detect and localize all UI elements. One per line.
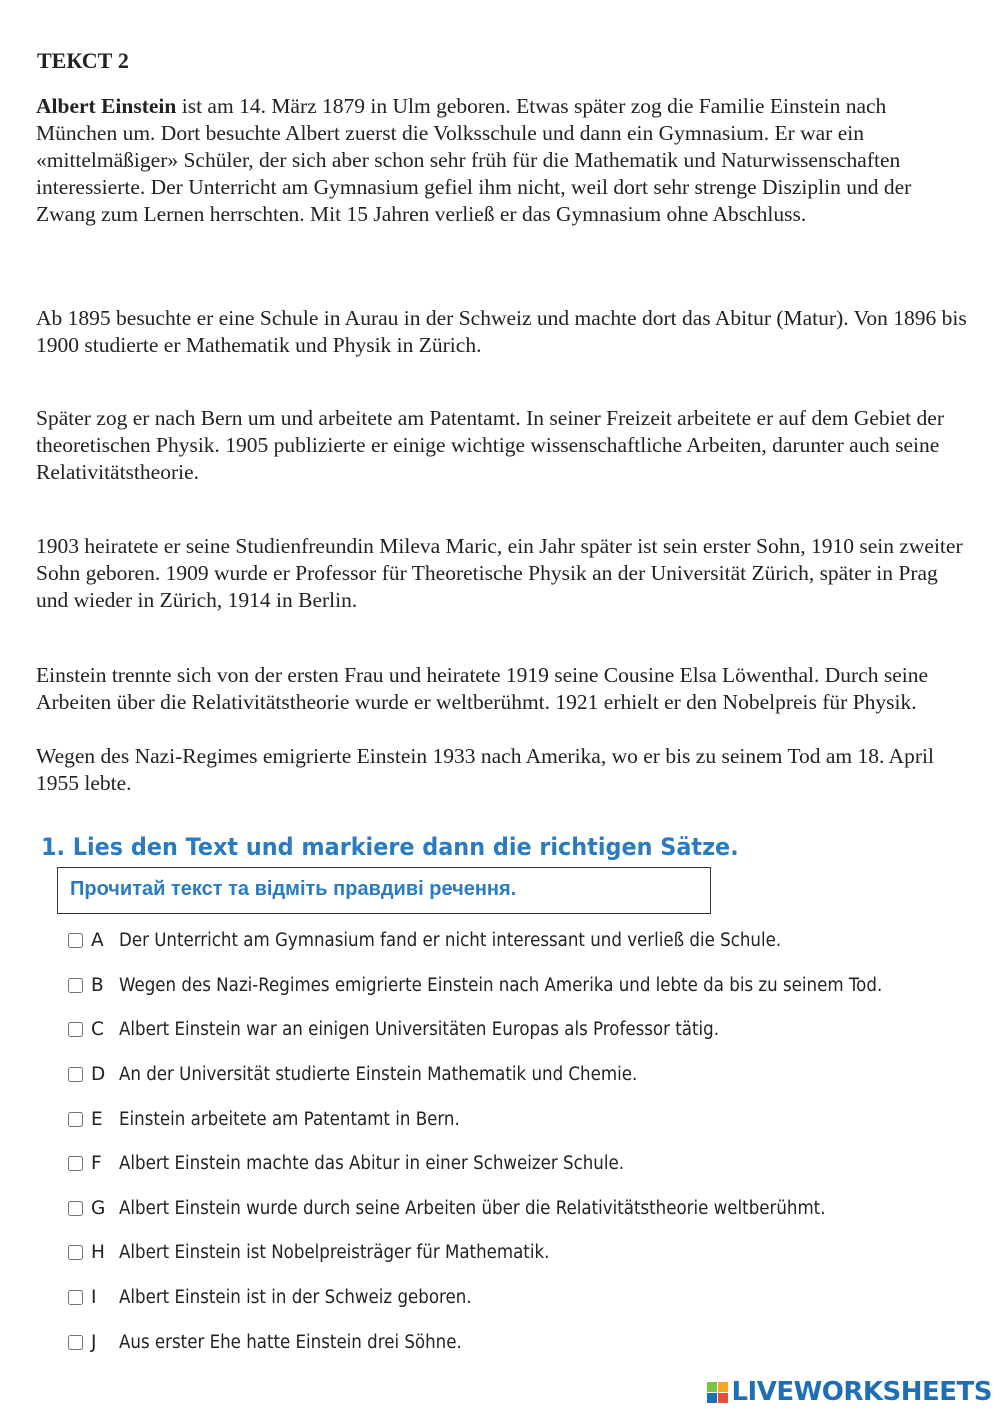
option-letter: I: [91, 1286, 97, 1308]
option-letter: J: [91, 1331, 97, 1353]
logo-square: [718, 1382, 728, 1392]
checkbox-i[interactable]: [68, 1290, 83, 1305]
option-letter: A: [91, 929, 104, 951]
option-a[interactable]: [68, 925, 855, 955]
liveworksheets-logo[interactable]: [707, 1377, 992, 1407]
checkbox-c[interactable]: [68, 1022, 83, 1037]
paragraph-4: 1903 heiratete er seine Studienfreundin Mileva Maric, ein Jahr später ist sein erster Sohn, 1910 sein zweiter Sohn geboren. 1909 wurde er Professor für Theoretische Physik an der Universität Zürich, später in Prag und wieder in Zürich, 1914 in Berlin.: [36, 534, 963, 612]
option-text: An der Universität studierte Einstein Mathematik und Chemie.: [119, 1063, 638, 1085]
option-j[interactable]: [68, 1327, 500, 1357]
option-i[interactable]: [68, 1282, 511, 1312]
option-letter: C: [91, 1018, 104, 1040]
checkbox-a[interactable]: [68, 933, 83, 948]
instruction-box: [57, 867, 711, 914]
option-g[interactable]: [68, 1193, 904, 1223]
checkbox-e[interactable]: [68, 1112, 83, 1127]
option-letter: H: [91, 1241, 105, 1263]
option-letter: F: [91, 1152, 102, 1174]
option-text: Albert Einstein war an einigen Universitäten Europas als Professor tätig.: [119, 1018, 720, 1040]
option-letter: B: [91, 974, 104, 996]
instruction-text: Прочитай текст та відміть правдиві речення.: [70, 878, 517, 900]
checkbox-j[interactable]: [68, 1335, 83, 1350]
option-text: Wegen des Nazi-Regimes emigrierte Einstein nach Amerika und lebte da bis zu seinem Tod.: [119, 974, 883, 996]
task-title: 1. Lies den Text und markiere dann die richtigen Sätze.: [41, 833, 739, 861]
option-text: Albert Einstein ist Nobelpreisträger für Mathematik.: [119, 1241, 550, 1263]
option-text: Albert Einstein wurde durch seine Arbeiten über die Relativitätstheorie weltberühmt.: [119, 1197, 826, 1219]
checkbox-h[interactable]: [68, 1245, 83, 1260]
checkbox-f[interactable]: [68, 1156, 83, 1171]
option-text: Der Unterricht am Gymnasium fand er nicht interessant und verließ die Schule.: [119, 929, 782, 951]
checkbox-b[interactable]: [68, 978, 83, 993]
paragraph-2: Ab 1895 besuchte er eine Schule in Aurau in der Schweiz und machte dort das Abitur (Matur). Von 1896 bis 1900 studierte er Mathematik und Physik in Zürich.: [36, 306, 967, 357]
option-e[interactable]: [68, 1104, 498, 1134]
option-letter: D: [91, 1063, 106, 1085]
logo-square: [718, 1393, 728, 1403]
option-letter: E: [91, 1108, 103, 1130]
option-text: Aus erster Ehe hatte Einstein drei Söhne.: [119, 1331, 462, 1353]
logo-square: [707, 1393, 717, 1403]
checkbox-g[interactable]: [68, 1201, 83, 1216]
logo-grid-icon: [707, 1382, 728, 1403]
checkbox-d[interactable]: [68, 1067, 83, 1082]
page-heading: ТЕКСТ 2: [37, 48, 129, 73]
option-b[interactable]: [68, 970, 967, 1000]
paragraph-1-text: ist am 14. März 1879 in Ulm geboren. Etwas später zog die Familie Einstein nach München um. Dort besuchte Albert zuerst die Volksschule und dann ein Gymnasium. Er war ein «mittelmäßiger» Schüler, der sich aber schon sehr früh für die Mathematik und Naturwissenschaften interessierte. Der Unterricht am Gymnasium gefiel ihm nicht, weil dort sehr strenge Disziplin und der Zwang zum Lernen herrschten. Mit 15 Jahren verließ er das Gymnasium ohne Abschluss.: [36, 94, 912, 226]
paragraph-5: Einstein trennte sich von der ersten Frau und heiratete 1919 seine Cousine Elsa Löwenthal. Durch seine Arbeiten über die Relativitätstheorie wurde er weltberühmt. 1921 erhielt er den Nobelpreis für Physik.: [36, 663, 928, 714]
paragraph-1: [36, 93, 971, 228]
option-f[interactable]: [68, 1148, 680, 1178]
option-text: Albert Einstein machte das Abitur in einer Schweizer Schule.: [119, 1152, 624, 1174]
logo-square: [707, 1382, 717, 1392]
paragraph-6: Wegen des Nazi-Regimes emigrierte Einstein 1933 nach Amerika, wo er bis zu seinem Tod am 18. April 1955 lebte.: [36, 744, 934, 795]
einstein-name: Albert Einstein: [36, 94, 177, 118]
paragraph-3: Später zog er nach Bern um und arbeitete am Patentamt. In seiner Freizeit arbeitete er auf dem Gebiet der theoretischen Physik. 1905 publizierte er einige wichtige wissenschaftliche Arbeiten, darunter auch seine Relativitätstheorie.: [36, 406, 944, 484]
option-letter: G: [91, 1197, 106, 1219]
option-h[interactable]: [68, 1237, 597, 1267]
option-text: Albert Einstein ist in der Schweiz geboren.: [119, 1286, 472, 1308]
option-c[interactable]: [68, 1014, 786, 1044]
option-text: Einstein arbeitete am Patentamt in Bern.: [119, 1108, 460, 1130]
option-d[interactable]: [68, 1059, 695, 1089]
logo-text: LIVEWORKSHEETS: [731, 1377, 992, 1407]
